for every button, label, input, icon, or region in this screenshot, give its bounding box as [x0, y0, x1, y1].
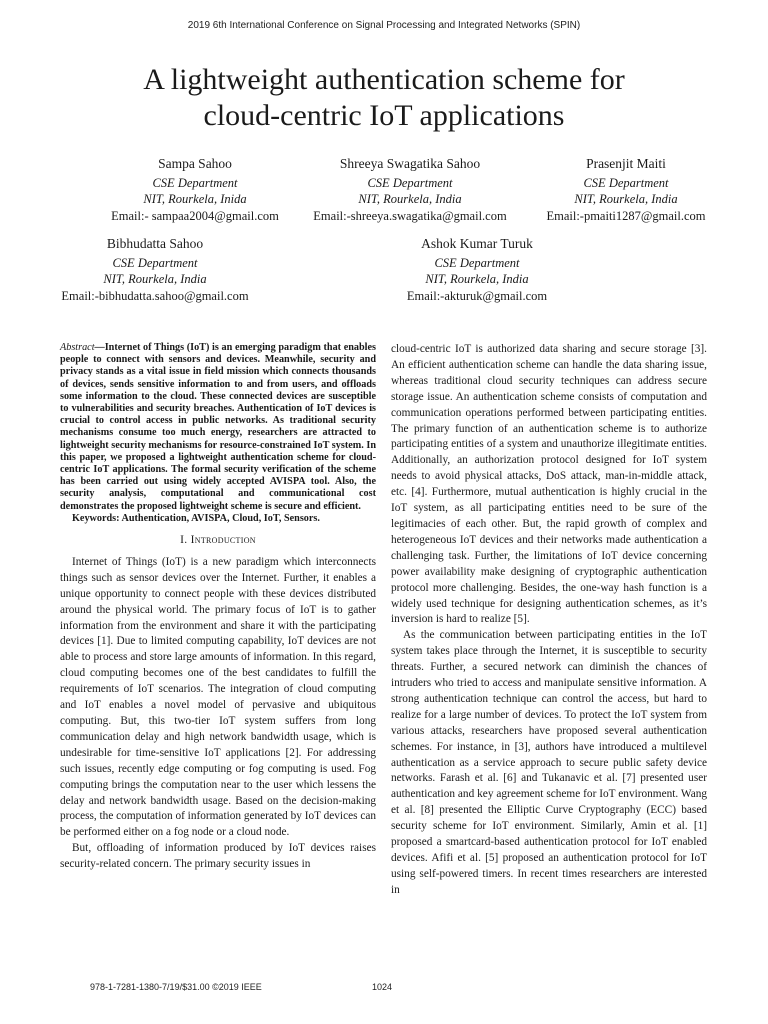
author-name: Ashok Kumar Turuk	[421, 236, 533, 251]
title-line-2: cloud-centric IoT applications	[203, 99, 565, 132]
author-email: Email:- sampaa2004@gmail.com	[111, 208, 279, 223]
paragraph: As the communication between participating entities in the IoT system takes place through the Internet, it is susceptible to security threats. Further, a secured network can diminish the chances of intruders who tried to access and manipulate sensitive information. A strong authentication technique can control the access, but hard to realize for a large number of devices. To protect the IoT system from various attacks, researchers have proposed several authentication schemes. For instance, in [3], authors have introduced a multilevel authentication as a service approach to secure public safety device networks. Farash et al. [6] and Tukanavic et al. [7] presented user authentication and key agreement scheme for IoT environment. Wang et al. [8] presented the Elliptic Curve Cryptography (ECC) based security scheme for IoT environment. Similarly, Amin et al. [1] proposed a smartcard-based authentication protocol for IoT enabled devices. Afifi et al. [5] proposed an authentication protocol for IoT using self-powered timers. In recent times researchers are interested in	[391, 629, 707, 896]
author-email: Email:-shreeya.swagatika@gmail.com	[313, 208, 507, 223]
paper-title	[60, 62, 708, 134]
author-block	[95, 156, 295, 224]
right-column	[391, 342, 707, 899]
author-block	[377, 236, 577, 304]
section-heading	[60, 533, 376, 549]
author-email: Email:-bibhudatta.sahoo@gmail.com	[61, 288, 249, 303]
author-dept: CSE Department	[434, 255, 520, 270]
left-column	[60, 342, 376, 873]
abstract-lead: Abstract	[60, 342, 95, 353]
footer-isbn: 978-1-7281-1380-7/19/$31.00 ©2019 IEEE	[90, 982, 262, 992]
author-dept: CSE Department	[367, 175, 453, 190]
author-inst: NIT, Rourkela, India	[358, 192, 462, 206]
author-dept: CSE Department	[583, 175, 669, 190]
author-email: Email:-akturuk@gmail.com	[406, 288, 548, 303]
author-email: Email:-pmaiti1287@gmail.com	[546, 208, 706, 223]
author-dept: CSE Department	[112, 255, 198, 270]
author-name: Prasenjit Maiti	[586, 156, 666, 171]
author-name: Sampa Sahoo	[158, 156, 232, 171]
author-inst: NIT, Rourkela, Inida	[143, 192, 247, 206]
abstract	[60, 342, 376, 513]
paragraph: cloud-centric IoT is authorized data sharing and secure storage [3]. An efficient authentication scheme can handle the data sharing issue, whereas traditional cloud security techniques can address secure storage issue. An authentication scheme consists of computation and communication operations performed between participating entities. The primary function of an authentication scheme is to authorize participating entities of a system and unauthorize illegitimate entities. Additionally, an authorization protocol designed for IoT system needs to avoid physical attacks, DoS attack, man-in-middle attack, etc. [4]. Furthermore, mutual authentication is highly crucial in the IoT system, as all participating entities need to be sure of the legitimacies of each other. But, the rapid growth of complex and heterogeneous IoT devices and their networks made authentication a challenging task. Further, the limitations of IoT device concerning power availability make designing of cryptographic authentication protocol more challenging. Besides, the one-way hash function is a widely used technique for designing authentication schemes, as it’s inversion is hard to realize [5].	[391, 343, 707, 626]
conference-header: 2019 6th International Conference on Signal Processing and Integrated Networks (SPIN)	[187, 20, 581, 31]
author-name: Bibhudatta Sahoo	[106, 236, 204, 251]
author-block	[55, 236, 255, 304]
author-inst: NIT, Rourkela, India	[425, 272, 529, 286]
author-inst: NIT, Rourkela, India	[574, 192, 678, 206]
page-number: 1024	[372, 982, 393, 992]
author-name: Shreeya Swagatika Sahoo	[339, 156, 481, 171]
author-dept: CSE Department	[152, 175, 238, 190]
section-title: Introduction	[190, 534, 256, 547]
title-line-1: A lightweight authentication scheme for	[143, 63, 625, 96]
paragraph: But, offloading of information produced by IoT devices raises security-related concern. The primary security issues in	[60, 842, 376, 871]
abstract-text: —Internet of Things (IoT) is an emerging paradigm that enables people to connect with sensors and devices. Meanwhile, security and privacy stands as a vital issue in field mission which connects thousands of devices, sends sensitive information to and from users, and offloads some information to the cloud. These connected devices are susceptible to vulnerabilities and security breaches. Authentication of IoT devices is crucial to control access in public networks. As traditional security mechanisms consume too much energy, researchers are attracted to lightweight security mechanisms for resource-constrained IoT system. In this paper, we proposed a lightweight authentication scheme for cloud-centric IoT applications. The formal security verification of the scheme has been carried out using widely accepted AVISPA tool. Also, the security analysis, computational and communicational cost demonstrates the proposed lightweight scheme is secure and efficient.	[60, 342, 376, 512]
paragraph: Internet of Things (IoT) is a new paradigm which interconnects things such as sensor devices over the Internet. Further, it enables a unique opportunity to connect people with these devices distributed around the physical world. The primary focus of IoT is to gather information from the environment and share it with the participating devices [1]. Due to limited computing capability, IoT devices are not able to process and store large amounts of information. In this regard, cloud computing becomes one of the best candidates to fulfill the requirements of IoT scenarios. The integration of cloud computing and IoT enables a novel model of pervasive and ubiquitous computing. But, this two-tier IoT system suffers from long communication delay and high network bandwidth usage, which is undesirable for time-sensitive IoT applications [2]. For addressing such issues, recently edge computing or fog computing is used. Fog computing brings the computation near to the user which lessens the delay and network bandwidth usage. Based on the decision-making process, the computation of information generated by IoT devices can be performed either on a fog node or a cloud node.	[60, 555, 376, 839]
author-block	[530, 156, 722, 224]
author-inst: NIT, Rourkela, India	[103, 272, 207, 286]
section-number: I.	[180, 534, 188, 547]
keywords: Keywords: Authentication, AVISPA, Cloud, IoT, Sensors.	[72, 512, 320, 524]
author-block	[300, 156, 520, 224]
